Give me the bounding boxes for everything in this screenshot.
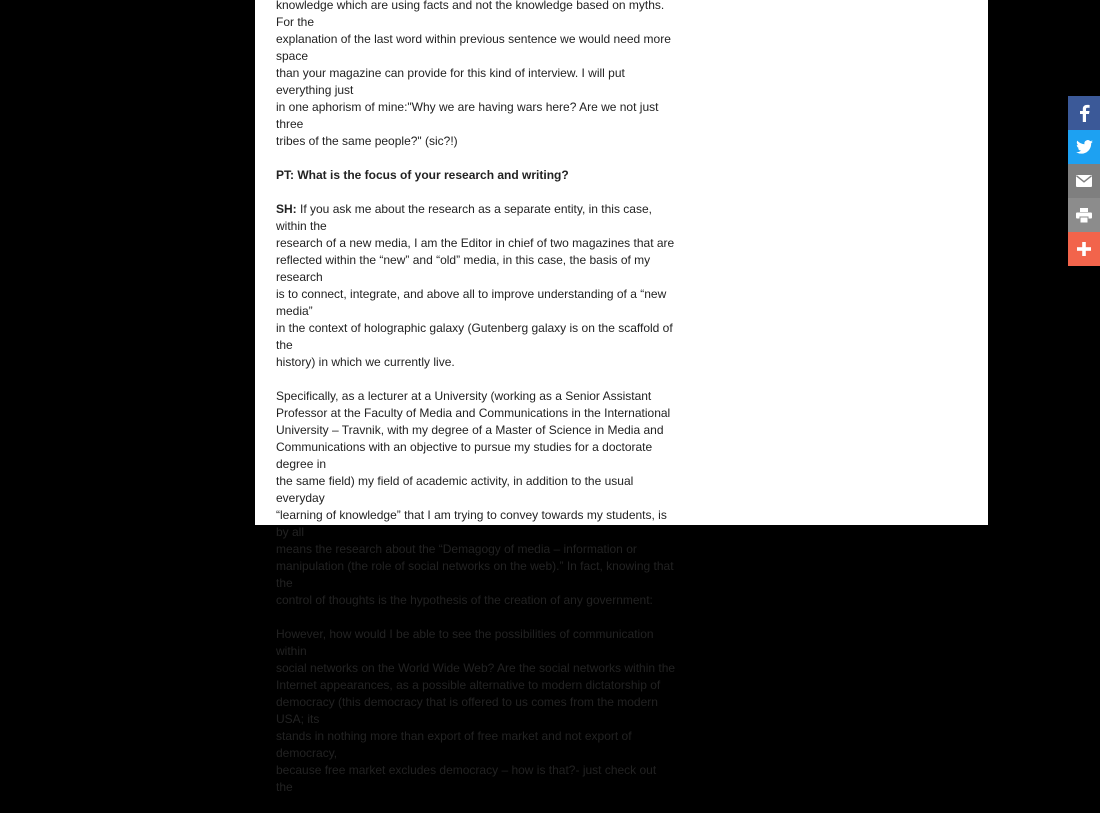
print-share-button[interactable] <box>1068 198 1100 232</box>
text-line: manipulation (the role of social networks on the web).” In fact, knowing that the <box>276 559 674 590</box>
text-line: is to connect, integrate, and above all to improve understanding of a “new media” <box>276 287 667 318</box>
article-page <box>255 0 988 794</box>
text-line: Professor at the Faculty of Media and Communications in the International <box>276 406 671 420</box>
text-line: stands in nothing more than export of free market and not export of democracy, <box>276 729 632 760</box>
text-line: tribes of the same people?" (sic?!) <box>276 134 458 148</box>
text-line: control of thoughts is the hypothesis of the creation of any government: <box>276 593 653 607</box>
text-line: in the context of holographic galaxy (Gutenberg galaxy is on the scaffold of the <box>276 321 673 352</box>
text-line: the same field) my field of academic activity, in addition to the usual everyday <box>276 474 634 505</box>
twitter-share-button[interactable] <box>1068 130 1100 164</box>
text-line: Internet appearances, as a possible alternative to modern dictatorship of <box>276 678 661 692</box>
text-line: knowledge which are using facts and not the knowledge based on myths. For the <box>276 0 665 29</box>
body-paragraph <box>276 388 676 609</box>
print-icon <box>1076 208 1092 223</box>
email-icon <box>1076 175 1092 187</box>
text-line: democracy (this democracy that is offered to us comes from the modern USA; its <box>276 695 658 726</box>
text-line: Communications with an objective to pursue my studies for a doctorate degree in <box>276 440 653 471</box>
text-line: However, how would I be able to see the possibilities of communication within <box>276 627 654 658</box>
text-line: If you ask me about the research as a separate entity, in this case, within the <box>276 202 652 233</box>
intro-paragraph <box>276 0 676 150</box>
text-line: history) in which we currently live. <box>276 355 455 369</box>
email-share-button[interactable] <box>1068 164 1100 198</box>
more-share-button[interactable] <box>1068 232 1100 266</box>
article-body <box>276 0 676 813</box>
text-line: in one aphorism of mine:"Why we are having wars here? Are we not just three <box>276 100 659 131</box>
facebook-icon <box>1077 104 1091 122</box>
text-line: because free market excludes democracy – how is that?- just check out the <box>276 763 657 794</box>
text-line: research of a new media, I am the Editor in chief of two magazines that are <box>276 236 675 250</box>
share-bar <box>1068 96 1100 266</box>
text-line: than your magazine can provide for this kind of interview. I will put everything just <box>276 66 625 97</box>
facebook-share-button[interactable] <box>1068 96 1100 130</box>
text-line: “learning of knowledge” that I am trying to convey towards my students, is by all <box>276 508 667 539</box>
answer-paragraph <box>276 201 676 371</box>
text-line: social networks on the World Wide Web? Are the social networks within the <box>276 661 676 675</box>
interview-question: PT: What is the focus of your research and writing? <box>276 168 569 182</box>
plus-icon <box>1077 242 1091 256</box>
body-paragraph <box>276 626 676 796</box>
speaker-label: SH: <box>276 202 297 216</box>
text-line: explanation of the last word within previous sentence we would need more space <box>276 32 671 63</box>
twitter-icon <box>1076 140 1093 154</box>
text-line: reflected within the “new” and “old” media, in this case, the basis of my research <box>276 253 651 284</box>
text-line: University – Travnik, with my degree of a Master of Science in Media and <box>276 423 664 437</box>
text-line: Specifically, as a lecturer at a University (working as a Senior Assistant <box>276 389 652 403</box>
text-line: means the research about the “Demagogy of media – information or <box>276 542 637 556</box>
